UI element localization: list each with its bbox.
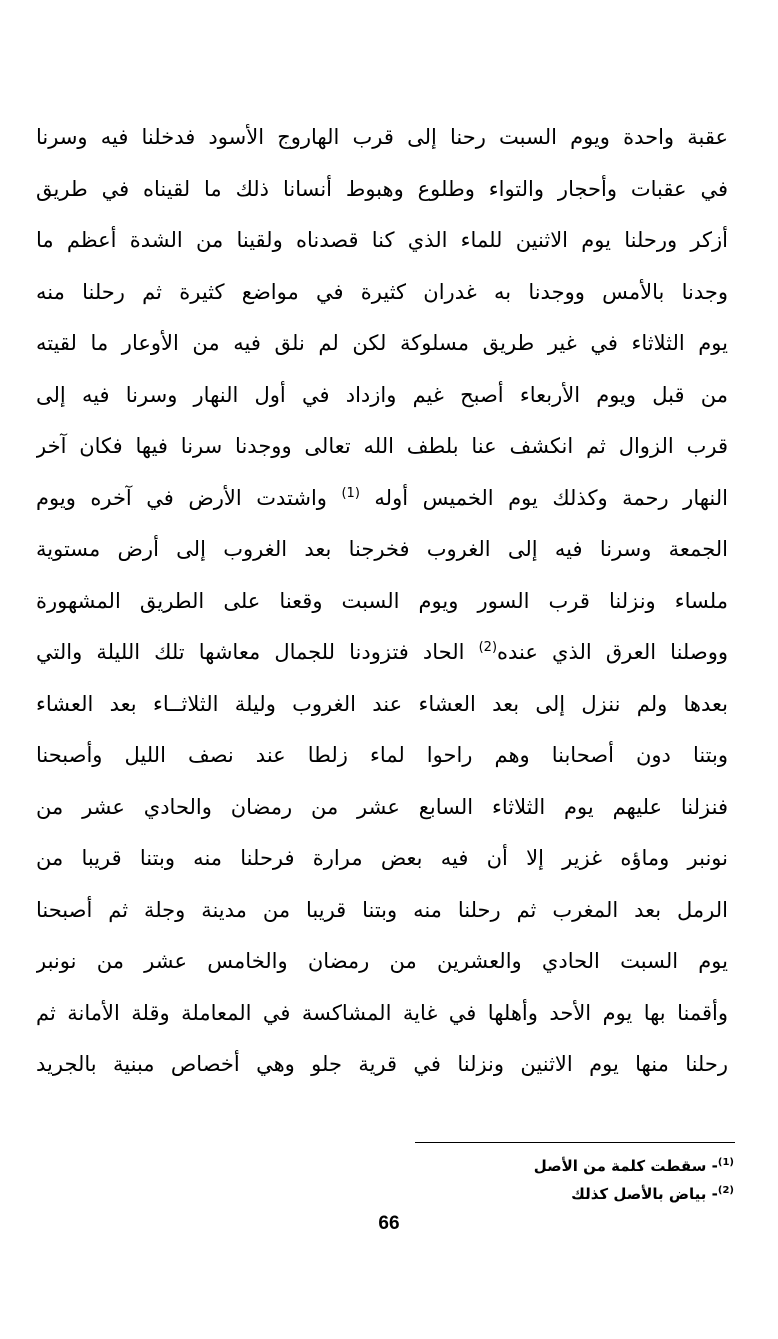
text-line: ملساء ونزلنا قرب السور ويوم السبت وقعنا على الطريق المشهورة xyxy=(36,588,728,613)
footnote-text: - بياض بالأصل كذلك xyxy=(571,1185,718,1203)
text-line: نونبر وماؤه غزير إلا أن فيه بعض مرارة فرحلنا منه وبتنا قريبا من xyxy=(36,846,728,870)
footnotes xyxy=(334,1152,734,1208)
footnote-marker: (2) xyxy=(717,1185,734,1196)
footnote-ref-1: (1) xyxy=(341,485,360,501)
text-line-with-footnote-1 xyxy=(36,473,728,525)
body-text xyxy=(36,112,728,1091)
text-line: وجدنا بالأمس ووجدنا به غدران كثيرة في مواضع كثيرة ثم رحلنا منه xyxy=(36,279,728,304)
footnote-divider xyxy=(415,1142,735,1143)
text-line: أزكر ورحلنا يوم الاثنين للماء الذي كنا قصدناه ولقينا من الشدة أعظم ما xyxy=(36,228,728,252)
text-line: يوم السبت الحادي والعشرين من رمضان والخامس عشر من نونبر xyxy=(36,949,728,973)
line-segment: النهار رحمة وكذلك يوم الخميس أوله xyxy=(374,485,728,510)
text-line-with-footnote-2 xyxy=(36,627,728,679)
text-line: يوم الثلاثاء في غير طريق مسلوكة لكن لم نلق فيه من الأوعار ما لقيته xyxy=(36,331,728,355)
page-number: 66 xyxy=(378,1213,400,1234)
text-line: عقبة واحدة ويوم السبت رحنا إلى قرب الهاروج الأسود فدخلنا فيه وسرنا xyxy=(36,125,728,149)
text-line: الجمعة وسرنا فيه إلى الغروب فخرجنا بعد الغروب إلى أرض مستوية xyxy=(36,537,728,561)
text-line: في عقبات وأحجار والتواء وطلوع وهبوط أنسانا ذلك ما لقيناه في طريق xyxy=(36,176,728,201)
text-line: قرب الزوال ثم انكشف عنا بلطف الله تعالى ووجدنا سرنا فيها فكان آخر xyxy=(36,434,728,458)
line-segment: واشتدت الأرض في آخره ويوم xyxy=(36,485,327,510)
text-line: الرمل بعد المغرب ثم رحلنا منه وبتنا قريبا من مدينة وجلة ثم أصبحنا xyxy=(36,897,728,922)
text-line: بعدها ولم ننزل إلى بعد العشاء عند الغروب وليلة الثلاثــاء بعد العشاء xyxy=(36,691,728,716)
text-line: وبتنا دون أصحابنا وهم راحوا لماء زلطا عند نصف الليل وأصبحنا xyxy=(36,743,728,767)
text-line: من قبل ويوم الأربعاء أصبح غيم وازداد في أول النهار وسرنا فيه إلى xyxy=(36,382,728,407)
footnote-2 xyxy=(334,1180,734,1208)
line-segment: الحاد فتزودنا للجمال معاشها تلك الليلة والتي xyxy=(36,640,465,664)
text-line: رحلنا منها يوم الاثنين ونزلنا في قرية جلو وهي أخصاص مبنية بالجريد xyxy=(36,1052,728,1076)
footnote-ref-2: (2) xyxy=(478,640,498,655)
text-line: وأقمنا بها يوم الأحد وأهلها في غاية المشاكسة في المعاملة وقلة الأمانة ثم xyxy=(36,1000,728,1025)
footnote-1 xyxy=(334,1152,734,1180)
footnote-marker: (1) xyxy=(717,1157,734,1168)
line-segment: ووصلنا العرق الذي عنده xyxy=(497,640,728,664)
footnote-text: - سقطت كلمة من الأصل xyxy=(533,1157,718,1175)
text-line: فنزلنا عليهم يوم الثلاثاء السابع عشر من رمضان والحادي عشر من xyxy=(36,794,728,819)
